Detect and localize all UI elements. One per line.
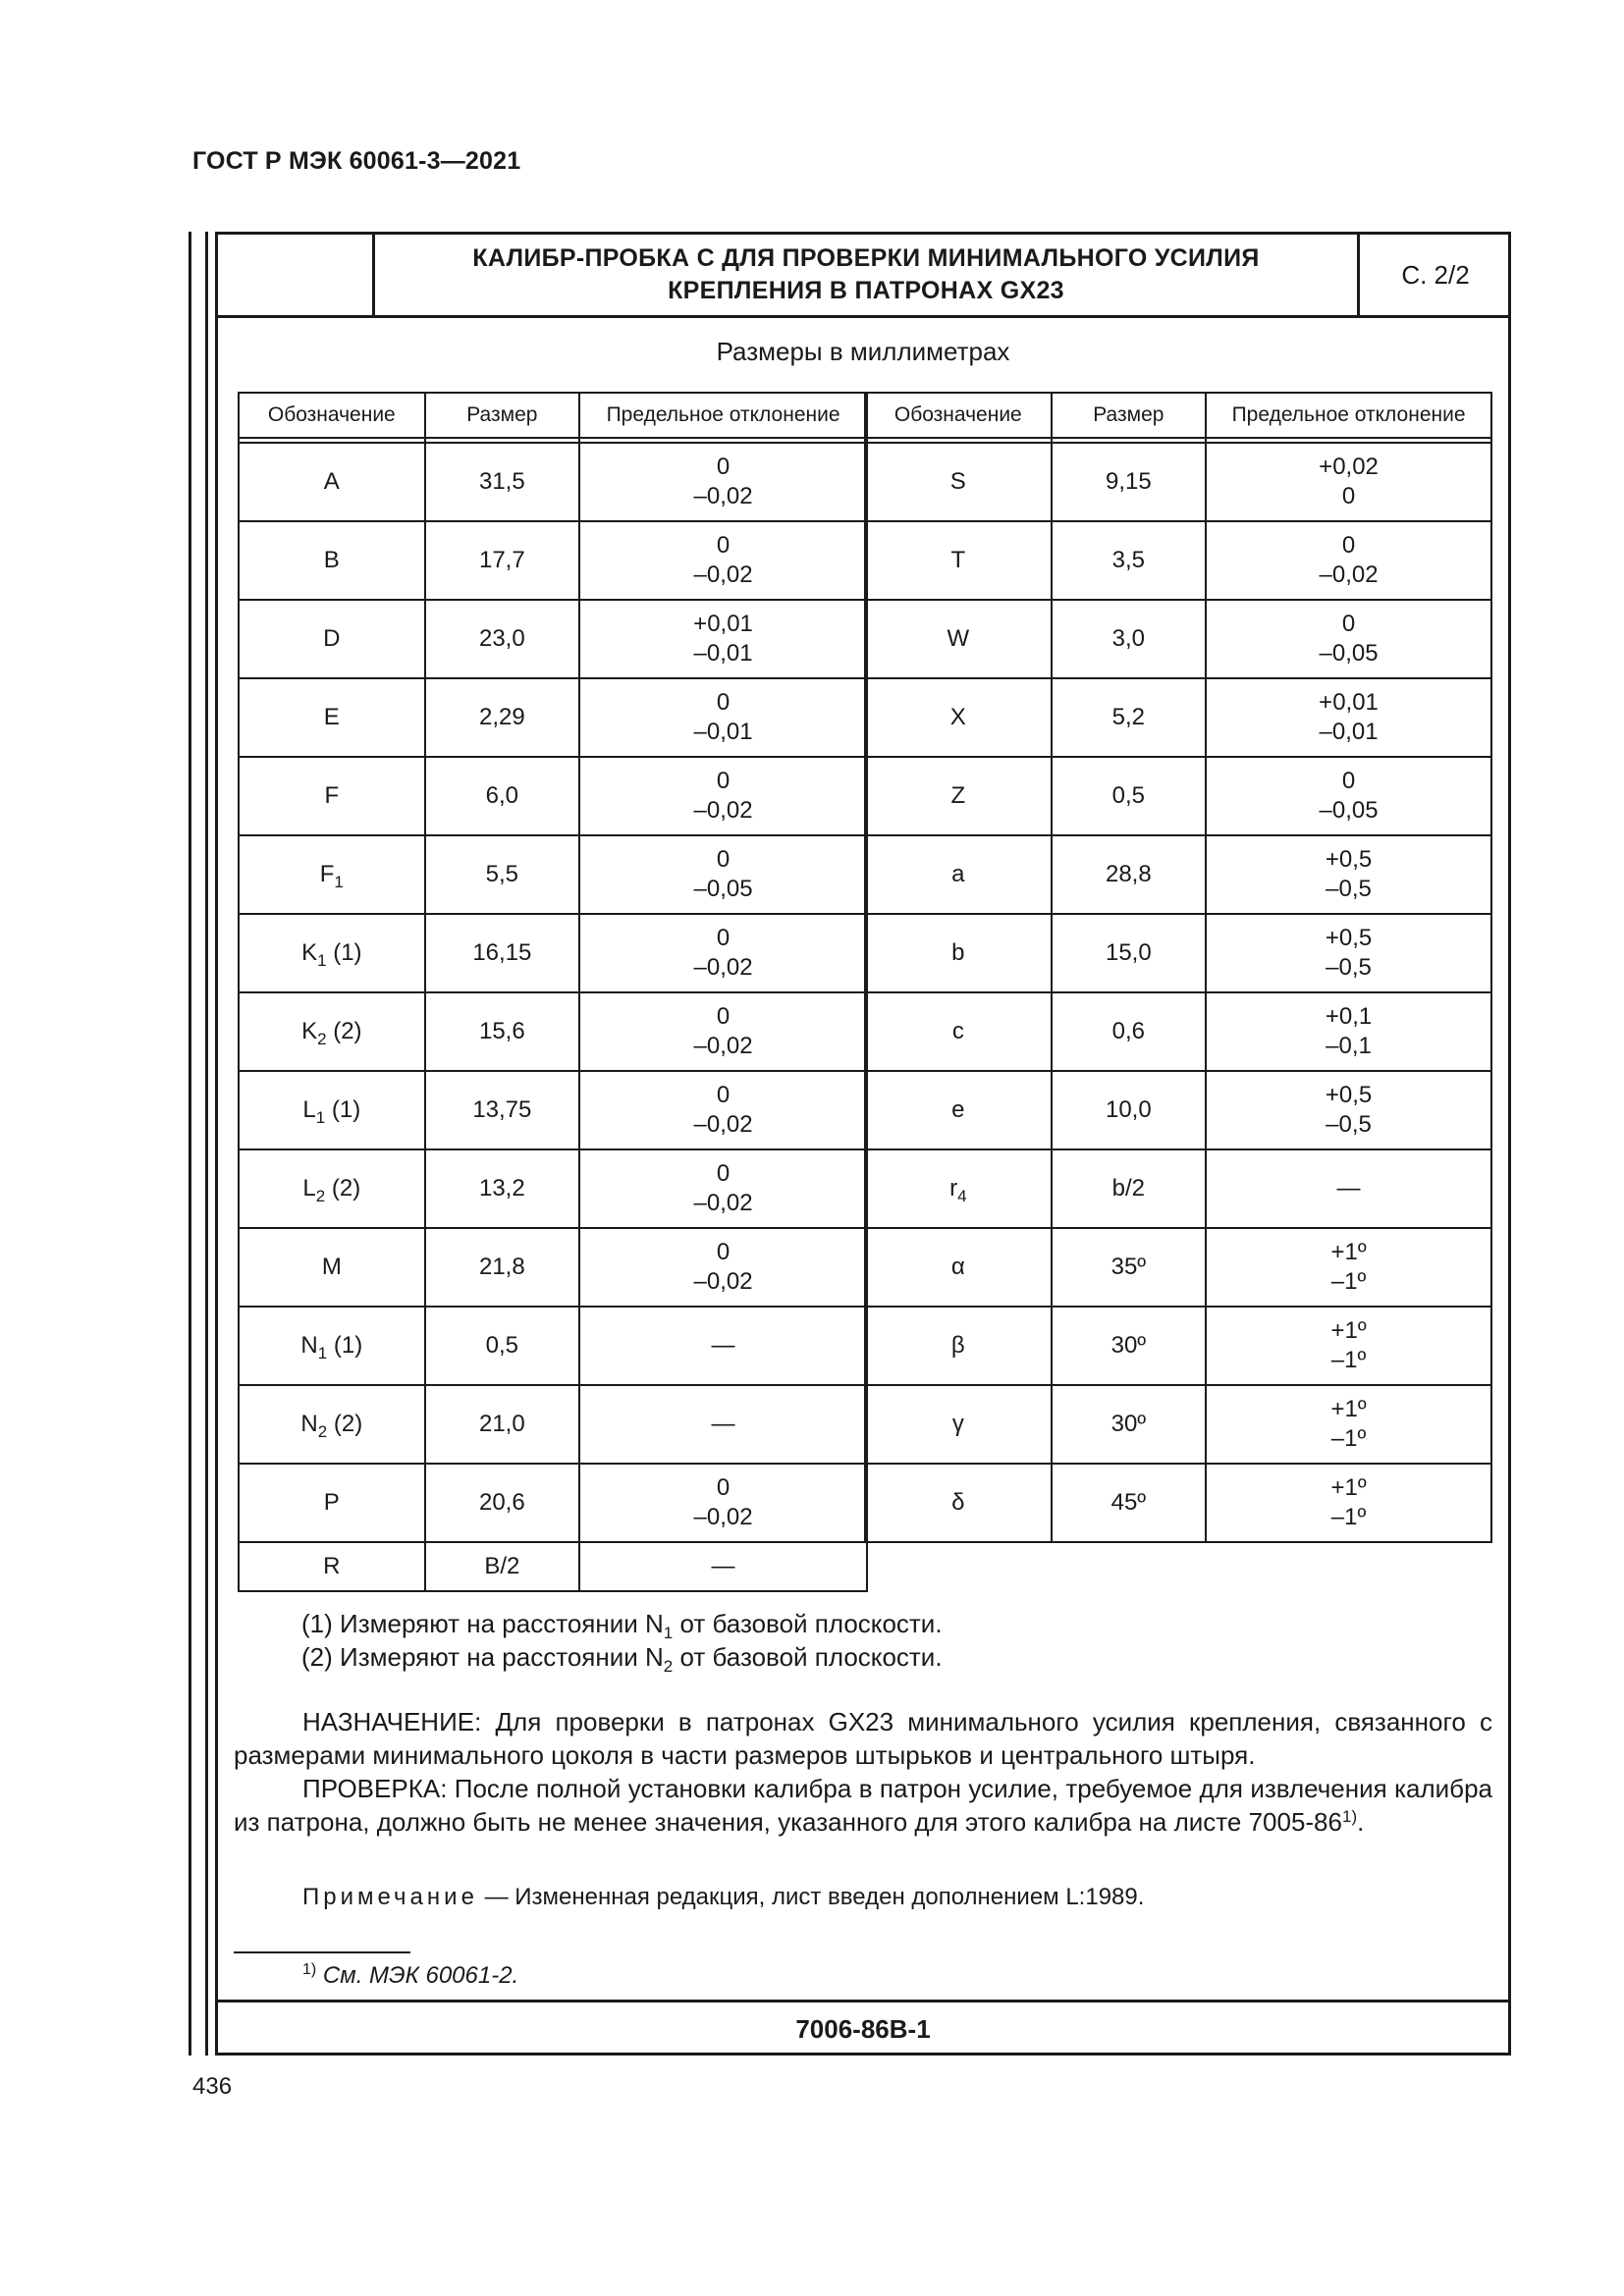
designation-symbol: B	[323, 547, 340, 573]
deviation-cell	[579, 1542, 867, 1591]
column-header: Размер	[425, 393, 579, 438]
lower-deviation: –0,01	[1319, 719, 1379, 745]
designation-symbol: a	[951, 861, 965, 887]
lower-deviation: –0,02	[693, 797, 753, 824]
title-block	[218, 235, 1508, 318]
table-row	[865, 521, 1491, 600]
lower-deviation: –0,5	[1326, 876, 1372, 902]
lower-deviation: –0,05	[1319, 797, 1379, 824]
upper-deviation: +0,5	[1325, 925, 1373, 951]
designation-subscript: 1	[315, 1108, 326, 1127]
deviation-cell	[1206, 1307, 1491, 1385]
lower-deviation: –0,02	[693, 1504, 753, 1530]
column-header: Обозначение	[865, 393, 1052, 438]
lower-deviation: –0,02	[693, 483, 753, 509]
dimensions-table-right	[864, 392, 1492, 1543]
table-row	[239, 914, 867, 992]
designation-symbol: P	[323, 1489, 340, 1516]
size-cell: b/2	[1052, 1149, 1206, 1228]
upper-deviation: 0	[716, 532, 731, 559]
table-row	[239, 1149, 867, 1228]
upper-deviation: +1º	[1330, 1396, 1367, 1422]
lower-deviation: –0,5	[1326, 954, 1372, 981]
upper-deviation: +0,01	[1319, 689, 1379, 716]
designation-symbol: N	[300, 1411, 318, 1437]
size-cell: 31,5	[425, 443, 579, 521]
designation-symbol: T	[950, 547, 966, 573]
size-cell: 5,2	[1052, 678, 1206, 757]
designation-cell	[865, 992, 1052, 1071]
deviation-cell	[1206, 1385, 1491, 1464]
lower-deviation: –0,05	[1319, 640, 1379, 667]
designation-subscript: 1	[317, 951, 327, 970]
remark: Примечание — Измененная редакция, лист введен дополнением L:1989.	[302, 1884, 1145, 1910]
column-header: Предельное отклонение	[1206, 393, 1491, 438]
designation-cell	[865, 1464, 1052, 1542]
designation-symbol: D	[323, 625, 341, 652]
size-cell: 35º	[1052, 1228, 1206, 1307]
designation-symbol: β	[950, 1332, 965, 1359]
designation-cell	[865, 1307, 1052, 1385]
table-row	[865, 1149, 1491, 1228]
table-row	[239, 835, 867, 914]
upper-deviation: 0	[716, 689, 731, 716]
table-header-row	[865, 393, 1491, 438]
deviation-cell	[579, 600, 867, 678]
lower-deviation: –1º	[1330, 1425, 1367, 1452]
designation-symbol: W	[947, 625, 970, 652]
deviation-cell	[1206, 443, 1491, 521]
designation-symbol: L	[302, 1096, 316, 1123]
designation-cell	[239, 835, 425, 914]
upper-deviation: —	[711, 1411, 735, 1437]
deviation-cell	[1206, 757, 1491, 835]
table-row	[239, 1228, 867, 1307]
designation-symbol: M	[321, 1254, 342, 1280]
upper-deviation: 0	[716, 768, 731, 794]
designation-symbol: X	[949, 704, 966, 730]
size-cell: 13,2	[425, 1149, 579, 1228]
purpose-paragraph: НАЗНАЧЕНИЕ: Для проверки в патронах GX23 минимального усилия крепления, связанного с размерами минимального цоколя в части размеров штырьков и центрального штыря.	[234, 1707, 1492, 1770]
upper-deviation: 0	[1341, 532, 1356, 559]
upper-deviation: —	[711, 1553, 735, 1579]
upper-deviation: +1º	[1330, 1239, 1367, 1265]
table-row	[865, 914, 1491, 992]
upper-deviation: —	[711, 1332, 735, 1359]
column-header: Обозначение	[239, 393, 425, 438]
lower-deviation: –1º	[1330, 1504, 1367, 1530]
size-cell: 13,75	[425, 1071, 579, 1149]
designation-subscript: 2	[317, 1422, 328, 1441]
designation-symbol: F	[324, 782, 340, 809]
deviation-cell	[1206, 1071, 1491, 1149]
designation-cell	[239, 678, 425, 757]
deviation-cell	[579, 1307, 867, 1385]
upper-deviation: —	[1336, 1175, 1361, 1201]
table-row	[865, 1464, 1491, 1542]
deviation-cell	[579, 1071, 867, 1149]
size-cell: B/2	[425, 1542, 579, 1591]
upper-deviation: +0,5	[1325, 846, 1373, 873]
table-row	[239, 1071, 867, 1149]
designation-cell	[239, 1149, 425, 1228]
document-header: ГОСТ Р МЭК 60061-3—2021	[192, 147, 521, 175]
designation-symbol: K	[301, 939, 318, 966]
deviation-cell	[1206, 600, 1491, 678]
designation-cell	[239, 1071, 425, 1149]
lower-deviation: –1º	[1330, 1268, 1367, 1295]
table-row	[239, 443, 867, 521]
size-cell: 10,0	[1052, 1071, 1206, 1149]
table-row	[865, 757, 1491, 835]
designation-note: (2)	[325, 1175, 361, 1201]
designation-symbol: γ	[951, 1411, 964, 1437]
sheet-frame	[215, 232, 1511, 2056]
size-cell: 0,5	[1052, 757, 1206, 835]
designation-subscript: 4	[957, 1187, 967, 1205]
table-header-row	[239, 393, 867, 438]
designation-symbol: r	[949, 1175, 958, 1201]
table-row	[239, 1464, 867, 1542]
size-cell: 23,0	[425, 600, 579, 678]
designation-cell	[865, 757, 1052, 835]
designation-cell	[239, 914, 425, 992]
footnote-separator	[234, 1951, 410, 1953]
upper-deviation: 0	[716, 1160, 731, 1187]
sheet-title-line-1: КАЛИБР-ПРОБКА С ДЛЯ ПРОВЕРКИ МИНИМАЛЬНОГО УСИЛИЯ	[472, 244, 1260, 272]
designation-note: (1)	[326, 939, 362, 966]
size-cell: 17,7	[425, 521, 579, 600]
designation-symbol: K	[301, 1018, 318, 1044]
table-row	[239, 678, 867, 757]
designation-cell	[239, 1542, 425, 1591]
deviation-cell	[579, 835, 867, 914]
deviation-cell	[579, 757, 867, 835]
table-row	[865, 1385, 1491, 1464]
table-notes	[301, 1607, 943, 1674]
table-row	[239, 992, 867, 1071]
designation-subscript: 2	[317, 1030, 327, 1048]
upper-deviation: +0,5	[1325, 1082, 1373, 1108]
designation-cell	[865, 1149, 1052, 1228]
designation-cell	[865, 443, 1052, 521]
upper-deviation: 0	[716, 454, 731, 480]
designation-cell	[239, 521, 425, 600]
sheet-title	[375, 235, 1357, 315]
lower-deviation: –0,02	[693, 561, 753, 588]
designation-cell	[865, 521, 1052, 600]
table-row	[865, 1307, 1491, 1385]
upper-deviation: 0	[716, 925, 731, 951]
designation-subscript: 1	[334, 873, 344, 891]
deviation-cell	[579, 1464, 867, 1542]
table-row	[865, 443, 1491, 521]
size-cell: 6,0	[425, 757, 579, 835]
size-cell: 0,5	[425, 1307, 579, 1385]
lower-deviation: –0,01	[693, 719, 753, 745]
designation-note: (1)	[327, 1332, 363, 1359]
size-cell: 0,6	[1052, 992, 1206, 1071]
page-number: 436	[192, 2073, 233, 2100]
deviation-cell	[579, 678, 867, 757]
lower-deviation: –0,05	[693, 876, 753, 902]
designation-cell	[865, 835, 1052, 914]
designation-symbol: L	[302, 1175, 316, 1201]
deviation-cell	[579, 992, 867, 1071]
designation-symbol: δ	[951, 1489, 965, 1516]
upper-deviation: +0,01	[693, 611, 753, 637]
lower-deviation: –0,02	[693, 1033, 753, 1059]
upper-deviation: 0	[716, 1239, 731, 1265]
dimensions-table-left	[238, 392, 868, 1592]
lower-deviation: –0,02	[693, 1268, 753, 1295]
units-caption: Размеры в миллиметрах	[716, 337, 1010, 366]
deviation-cell	[579, 521, 867, 600]
upper-deviation: 0	[1341, 768, 1356, 794]
designation-cell	[865, 678, 1052, 757]
deviation-cell	[579, 443, 867, 521]
size-cell: 20,6	[425, 1464, 579, 1542]
binding-margin-lines	[189, 232, 208, 2056]
deviation-cell	[1206, 1228, 1491, 1307]
deviation-cell	[1206, 521, 1491, 600]
designation-cell	[239, 992, 425, 1071]
deviation-cell	[579, 1149, 867, 1228]
deviation-cell	[579, 1228, 867, 1307]
table-row	[239, 757, 867, 835]
size-cell: 15,0	[1052, 914, 1206, 992]
designation-symbol: Z	[950, 782, 966, 809]
designation-cell	[865, 1071, 1052, 1149]
designation-symbol: S	[949, 468, 966, 495]
size-cell: 45º	[1052, 1464, 1206, 1542]
lower-deviation: 0	[1341, 483, 1356, 509]
lower-deviation: –0,02	[1319, 561, 1379, 588]
note-1: (1) Измеряют на расстоянии $N_1$ от базовой плоскости.	[301, 1609, 943, 1642]
size-cell: 16,15	[425, 914, 579, 992]
page-reference: С. 2/2	[1357, 235, 1511, 315]
column-header: Размер	[1052, 393, 1206, 438]
table-row	[239, 521, 867, 600]
upper-deviation: 0	[716, 1082, 731, 1108]
size-cell: 30º	[1052, 1385, 1206, 1464]
upper-deviation: 0	[716, 1474, 731, 1501]
designation-note: (2)	[327, 1411, 363, 1437]
size-cell: 3,5	[1052, 521, 1206, 600]
designation-symbol: b	[951, 939, 965, 966]
designation-note: (1)	[325, 1096, 361, 1123]
size-cell: 2,29	[425, 678, 579, 757]
designation-symbol: R	[323, 1553, 341, 1579]
table-row	[865, 835, 1491, 914]
designation-symbol: A	[323, 468, 340, 495]
designation-subscript: 2	[315, 1187, 326, 1205]
upper-deviation: +0,02	[1319, 454, 1379, 480]
upper-deviation: +0,1	[1325, 1003, 1373, 1030]
table-row	[865, 600, 1491, 678]
lower-deviation: –0,02	[693, 1111, 753, 1138]
lower-deviation: –0,5	[1326, 1111, 1372, 1138]
deviation-cell	[1206, 835, 1491, 914]
upper-deviation: +1º	[1330, 1317, 1367, 1344]
designation-cell	[239, 443, 425, 521]
designation-cell	[239, 600, 425, 678]
lower-deviation: –0,01	[693, 640, 753, 667]
designation-symbol: N	[300, 1332, 318, 1359]
size-cell: 30º	[1052, 1307, 1206, 1385]
upper-deviation: 0	[1341, 611, 1356, 637]
column-header: Предельное отклонение	[579, 393, 867, 438]
designation-symbol: c	[951, 1018, 964, 1044]
deviation-cell	[1206, 1464, 1491, 1542]
table-row	[239, 1542, 867, 1591]
size-cell: 21,0	[425, 1385, 579, 1464]
deviation-cell	[1206, 678, 1491, 757]
designation-note: (2)	[326, 1018, 362, 1044]
lower-deviation: –0,02	[693, 954, 753, 981]
table-row	[865, 1228, 1491, 1307]
table-row	[865, 1071, 1491, 1149]
upper-deviation: 0	[716, 846, 731, 873]
designation-cell	[239, 1385, 425, 1464]
designation-symbol: α	[950, 1254, 965, 1280]
size-cell: 9,15	[1052, 443, 1206, 521]
designation-cell	[239, 757, 425, 835]
remark-label: Примечание	[302, 1884, 478, 1910]
deviation-cell	[579, 914, 867, 992]
designation-cell	[865, 600, 1052, 678]
size-cell: 28,8	[1052, 835, 1206, 914]
table-row	[239, 600, 867, 678]
check-paragraph: ПРОВЕРКА: После полной установки калибра в патрон усилие, требуемое для извлечения калибра из патрона, должно быть не менее значения, указанного для этого калибра на листе 7005-86$^{1)}$.	[234, 1774, 1492, 1837]
upper-deviation: +1º	[1330, 1474, 1367, 1501]
table-row	[239, 1307, 867, 1385]
deviation-cell	[579, 1385, 867, 1464]
deviation-cell	[1206, 914, 1491, 992]
upper-deviation: 0	[716, 1003, 731, 1030]
designation-cell	[865, 1228, 1052, 1307]
footnote: $^{1)}$ См. МЭК 60061-2.	[302, 1961, 519, 1989]
lower-deviation: –1º	[1330, 1347, 1367, 1373]
table-row	[865, 992, 1491, 1071]
note-2: (2) Измеряют на расстоянии $N_2$ от базовой плоскости.	[301, 1642, 943, 1676]
designation-cell	[239, 1464, 425, 1542]
designation-symbol: E	[323, 704, 340, 730]
designation-cell	[865, 1385, 1052, 1464]
designation-cell	[239, 1307, 425, 1385]
size-cell: 15,6	[425, 992, 579, 1071]
designation-subscript: 1	[317, 1344, 328, 1362]
deviation-cell	[1206, 1149, 1491, 1228]
table-row	[239, 1385, 867, 1464]
lower-deviation: –0,1	[1326, 1033, 1372, 1059]
sheet-title-line-2: КРЕПЛЕНИЯ В ПАТРОНАХ GX23	[668, 277, 1064, 304]
deviation-cell	[1206, 992, 1491, 1071]
size-cell: 3,0	[1052, 600, 1206, 678]
designation-symbol: e	[951, 1096, 965, 1123]
table-row	[865, 678, 1491, 757]
size-cell: 21,8	[425, 1228, 579, 1307]
designation-cell	[865, 914, 1052, 992]
title-empty-cell	[218, 235, 375, 315]
sheet-number: 7006-86B-1	[218, 2000, 1508, 2056]
designation-symbol: F	[319, 861, 335, 887]
designation-cell	[239, 1228, 425, 1307]
size-cell: 5,5	[425, 835, 579, 914]
lower-deviation: –0,02	[693, 1190, 753, 1216]
